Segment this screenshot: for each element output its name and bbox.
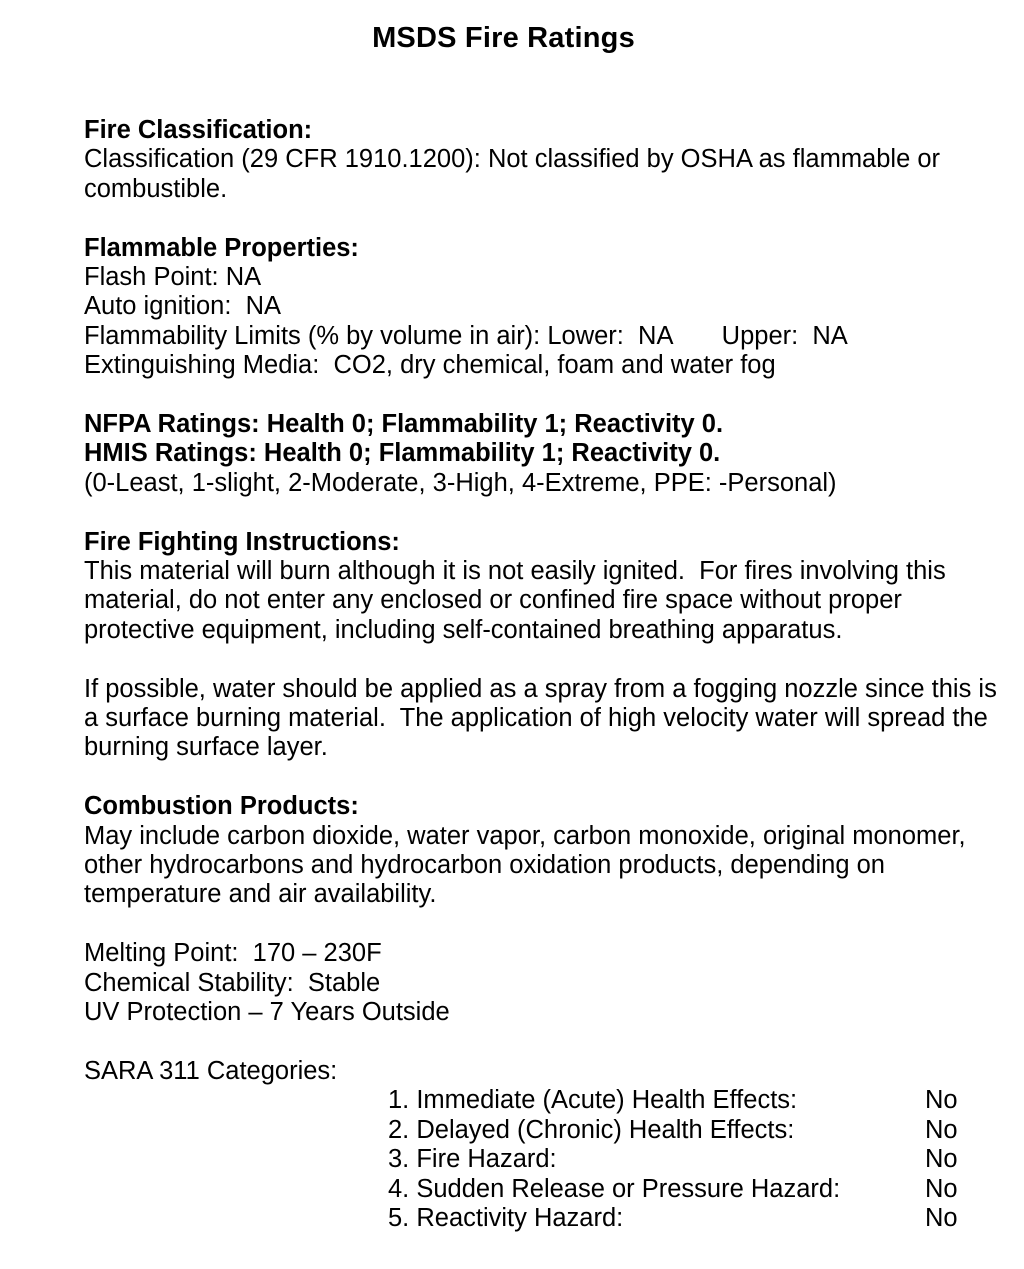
combustion-products-heading: Combustion Products: <box>84 792 359 821</box>
text-line: combustible. <box>84 174 228 203</box>
sara-item-label: 3. Fire Hazard: <box>388 1145 557 1174</box>
sara-item-row <box>84 1204 1014 1233</box>
sara-item-label: 1. Immediate (Acute) Health Effects: <box>388 1086 798 1115</box>
fire-classification-heading: Fire Classification: <box>84 116 313 144</box>
sara-item-row <box>84 1175 1014 1204</box>
flammability-limits-line: Flammability Limits (% by volume in air): Lower: NA Upper: NA <box>84 321 848 350</box>
sara-item-row <box>84 1145 1014 1174</box>
ratings-scale-note: (0-Least, 1-slight, 2-Moderate, 3-High, 4-Extreme, PPE: -Personal) <box>84 468 837 497</box>
text-line: Classification (29 CFR 1910.1200): Not classified by OSHA as flammable or <box>84 145 941 174</box>
spacer-line <box>84 498 1014 527</box>
flash-point-line: Flash Point: NA <box>84 263 262 292</box>
sara-item-value: No <box>925 1203 958 1232</box>
spacer-line <box>84 1028 1014 1057</box>
flammable-properties-heading: Flammable Properties: <box>84 233 359 262</box>
sara-311-heading: SARA 311 Categories: <box>84 1056 338 1085</box>
sara-item-value: No <box>925 1115 958 1144</box>
spacer-line <box>84 910 1014 939</box>
nfpa-ratings-line: NFPA Ratings: Health 0; Flammability 1; Reactivity 0. <box>84 410 724 439</box>
text-line: other hydrocarbons and hydrocarbon oxidation products, depending on <box>84 851 885 880</box>
spacer-line <box>84 381 1014 410</box>
melting-point-line: Melting Point: 170 – 230F <box>84 939 382 968</box>
text-line: If possible, water should be applied as a spray from a fogging nozzle since this is <box>84 674 997 703</box>
spacer-line <box>84 204 1014 233</box>
sara-item-label: 5. Reactivity Hazard: <box>388 1203 624 1232</box>
text-line: This material will burn although it is not easily ignited. For fires involving this <box>84 557 946 586</box>
sara-item-label: 2. Delayed (Chronic) Health Effects: <box>388 1115 795 1144</box>
sara-item-value: No <box>925 1174 958 1203</box>
spacer-line <box>84 763 1014 792</box>
sara-item-row <box>84 1116 1014 1145</box>
text-line: a surface burning material. The application of high velocity water will spread the <box>84 704 988 733</box>
text-line: burning surface layer. <box>84 733 328 762</box>
spacer-line <box>84 645 1014 674</box>
text-line: temperature and air availability. <box>84 880 437 909</box>
extinguishing-media-line: Extinguishing Media: CO2, dry chemical, foam and water fog <box>84 351 776 380</box>
sara-item-label: 4. Sudden Release or Pressure Hazard: <box>388 1174 841 1203</box>
sara-item-value: No <box>925 1086 958 1115</box>
document-body <box>0 116 1024 1233</box>
hmis-ratings-line: HMIS Ratings: Health 0; Flammability 1; Reactivity 0. <box>84 439 721 468</box>
fire-fighting-heading: Fire Fighting Instructions: <box>84 527 400 556</box>
page-title: MSDS Fire Ratings <box>372 22 635 54</box>
auto-ignition-line: Auto ignition: NA <box>84 292 282 321</box>
sara-item-value: No <box>925 1145 958 1174</box>
uv-protection-line: UV Protection – 7 Years Outside <box>84 998 450 1027</box>
text-line: material, do not enter any enclosed or confined fire space without proper <box>84 586 902 615</box>
text-line: May include carbon dioxide, water vapor, carbon monoxide, original monomer, <box>84 821 966 850</box>
text-line: protective equipment, including self-contained breathing apparatus. <box>84 615 843 644</box>
sara-item-row <box>84 1086 1014 1115</box>
chemical-stability-line: Chemical Stability: Stable <box>84 968 381 997</box>
